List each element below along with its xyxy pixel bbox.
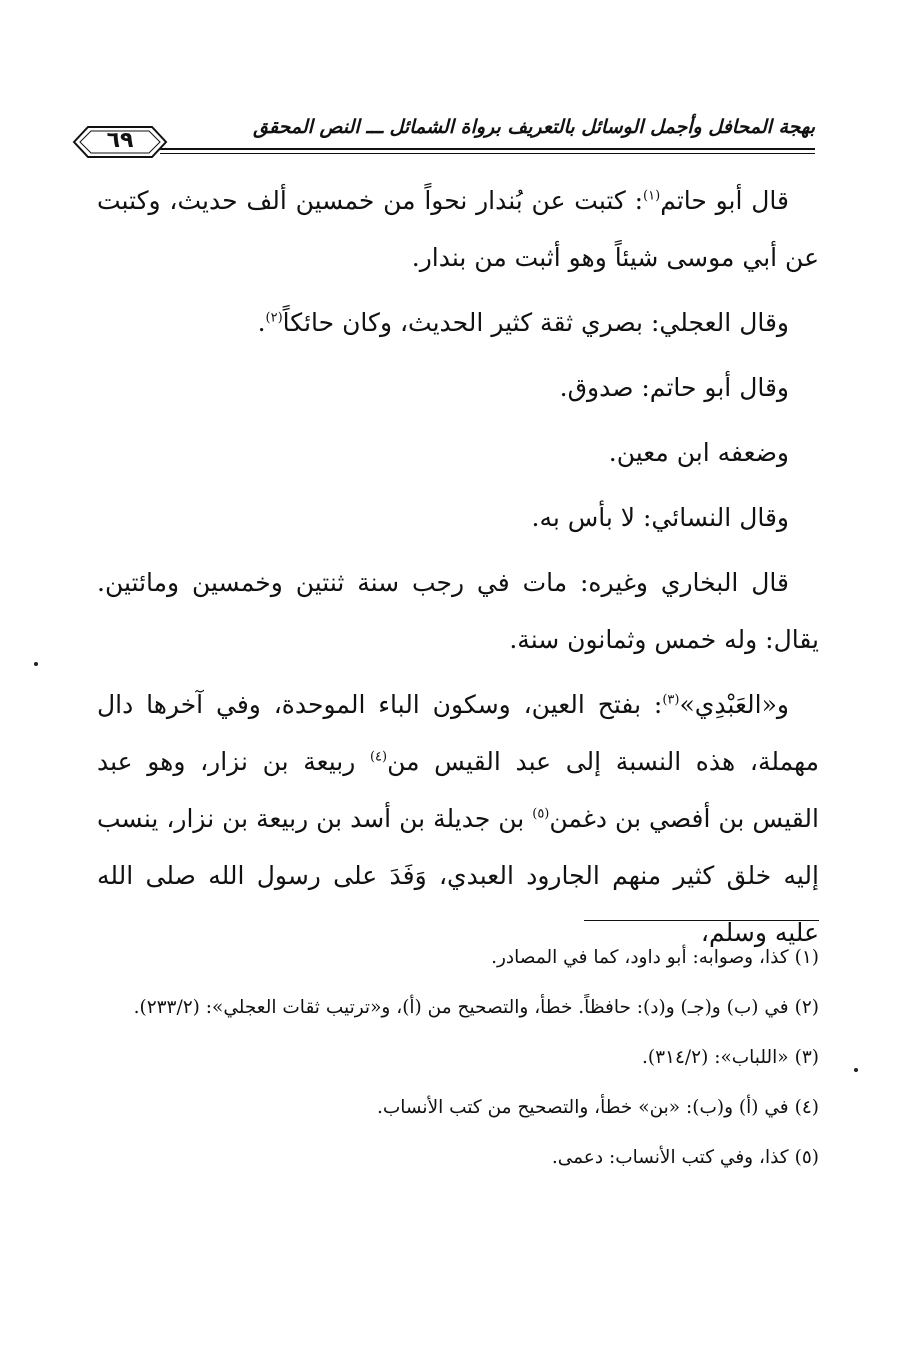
footnote-4	[97, 1090, 819, 1126]
footnote-3	[97, 1040, 819, 1076]
paragraph-abu-hatim-1	[97, 172, 819, 286]
paragraph-ajli	[97, 294, 819, 351]
page-number-frame	[70, 124, 170, 160]
scan-speck	[854, 1068, 858, 1072]
paragraph-nasai: وقال النسائي: لا بأس به.	[531, 503, 789, 532]
paragraph-text: قال أبو حاتم	[660, 186, 789, 215]
footnote-ref-3: (٣)	[662, 692, 680, 708]
scan-speck	[34, 662, 38, 666]
footnote-number: (١)	[794, 947, 819, 968]
paragraph-text: : كتبت عن بُندار نحواً من خمسين ألف حديث، وكتبت عن أبي موسى شيئاً وهو أثبت من بندار.	[97, 186, 819, 272]
footnote-number: (٣)	[794, 1047, 819, 1068]
header-rule-secondary	[160, 153, 815, 154]
footnote-1	[97, 940, 819, 976]
main-text	[97, 172, 819, 969]
paragraph-abu-hatim-2: وقال أبو حاتم: صدوق.	[559, 373, 789, 402]
paragraph-text: وقال العجلي: بصري ثقة كثير الحديث، وكان حائكاً	[282, 308, 789, 337]
footnote-2	[97, 990, 819, 1026]
paragraph-text: بن جديلة بن أسد بن ربيعة بن نزار، ينسب إليه خلق كثير منهم الجارود العبدي، وَفَدَ على رسول الله صلى الله عليه وسلم،	[97, 804, 819, 947]
footnote-text: «اللباب»: (٣١٤/٢).	[642, 1047, 789, 1068]
header-rule	[160, 148, 815, 150]
footnote-separator	[584, 920, 819, 921]
footnotes	[97, 940, 819, 1190]
paragraph-text: ربيعة بن نزار، وهو عبد القيس بن أفصي بن دغمن	[97, 747, 819, 833]
footnote-number: (٤)	[794, 1097, 819, 1118]
paragraph-abdi	[97, 676, 819, 961]
footnote-number: (٥)	[794, 1147, 819, 1168]
footnote-ref-4: (٤)	[369, 749, 388, 765]
book-title: بهجة المحافل وأجمل الوسائل بالتعريف برواة الشمائل ـــ النص المحقق	[253, 116, 815, 138]
footnote-5	[97, 1140, 819, 1176]
footnote-ref-2: (٢)	[265, 310, 283, 326]
footnote-text: في (ب) و(جـ) و(د): حافظاً. خطأ، والتصحيح من (أ)، و«ترتيب ثقات العجلي»: (٢٣٣/٢).	[133, 997, 789, 1018]
footnote-ref-1: (١)	[643, 188, 661, 204]
page-number: ٦٩	[106, 128, 134, 153]
paragraph-bukhari: قال البخاري وغيره: مات في رجب سنة ثنتين وخمسين ومائتين. يقال: وله خمس وثمانون سنة.	[97, 568, 819, 654]
footnote-ref-5: (٥)	[532, 806, 550, 822]
paragraph-text: .	[257, 308, 266, 337]
paragraph-text: و«العَبْدِي»	[679, 690, 789, 719]
paragraph-text: : بفتح العين، وسكون الباء الموحدة، وفي آخرها دال مهملة، هذه النسبة إلى عبد القيس من	[97, 690, 819, 776]
paragraph-ibn-main: وضعفه ابن معين.	[608, 438, 789, 467]
footnote-text: في (أ) و(ب): «بن» خطأ، والتصحيح من كتب الأنساب.	[377, 1097, 789, 1118]
running-header	[70, 110, 815, 160]
footnote-text: كذا، وفي كتب الأنساب: دعمى.	[551, 1147, 789, 1168]
footnote-text: كذا، وصوابه: أبو داود، كما في المصادر.	[491, 947, 789, 968]
footnote-number: (٢)	[794, 997, 819, 1018]
